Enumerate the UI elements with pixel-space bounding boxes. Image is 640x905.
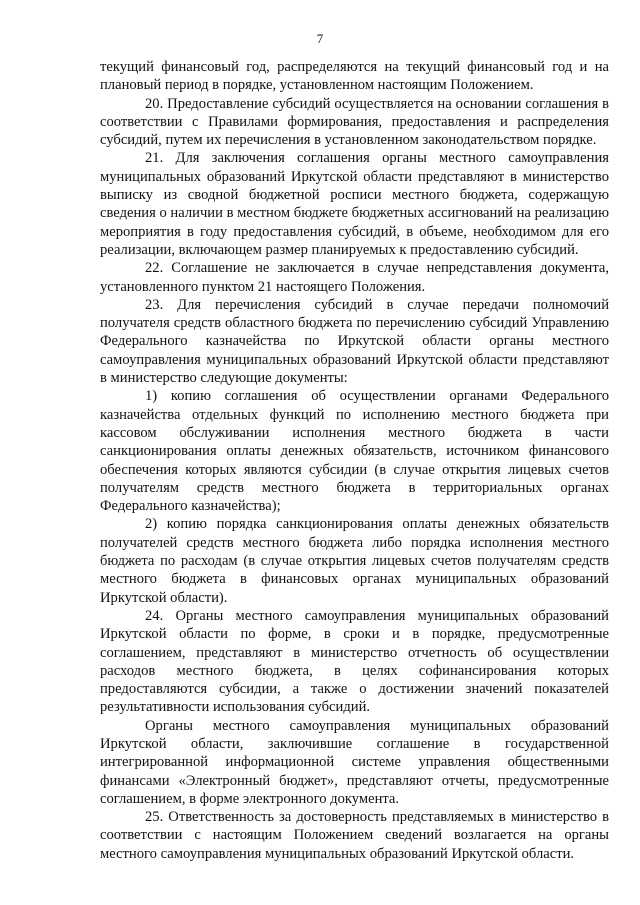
paragraph-item-20: 20. Предоставление субсидий осуществляется на основании соглашения в соответствии с Правилами формирования, предоставления и распределения субсидий, путем их перечисления в установленном законодательством порядке. [100, 95, 609, 149]
paragraph-item-23: 23. Для перечисления субсидий в случае передачи полномочий получателя средств областного бюджета по перечислению субсидий Управлению Федерального казначейства по Иркутской области органы местного самоуправления муниципальных образований Иркутской области представляют в министерство следующие документы: [100, 296, 609, 387]
paragraph-item-24-continuation: Органы местного самоуправления муниципальных образований Иркутской области, заключившие соглашение в государственной интегрированной информационной системе управления общественными финансами «Электронный бюджет», представляют отчеты, предусмотренные соглашением, в форме электронного документа. [100, 717, 609, 807]
paragraph-item-24: 24. Органы местного самоуправления муниципальных образований Иркутской области по форме, в сроки и в порядке, предусмотренные соглашением, представляют в министерство отчетность об осуществлении расходов местного бюджета, в целях софинансирования которых предоставляются субсидии, а также о достижении значений показателей результативности использования субсидий. [100, 607, 609, 716]
document-body [100, 58, 609, 863]
paragraph-subitem-1: 1) копию соглашения об осуществлении органами Федерального казначейства отдельных функций по исполнению местного бюджета при кассовом обслуживании исполнения местного бюджета в части санкционирования оплаты денежных обязательств, источником финансового обеспечения которых являются субсидии (в случае открытия лицевых счетов получателям средств местного бюджета в территориальных органах Федерального казначейства); [100, 388, 609, 515]
paragraph-item-25: 25. Ответственность за достоверность представляемых в министерство в соответствии с настоящим Положением сведений возлагается на органы местного самоуправления муниципальных образований Иркутской области. [100, 809, 609, 862]
paragraph-continuation: текущий финансовый год, распределяются на текущий финансовый год и на плановый период в порядке, установленном настоящим Положением. [100, 59, 609, 94]
paragraph-subitem-2: 2) копию порядка санкционирования оплаты денежных обязательств получателей средств местного бюджета либо порядка исполнения местного бюджета по расходам (в случае открытия лицевых счетов получателям средств местного бюджета в финансовых органах муниципальных образований Иркутской области). [100, 516, 609, 606]
paragraph-item-21: 21. Для заключения соглашения органы местного самоуправления муниципальных образований Иркутской области представляют в министерство выписку из сводной бюджетной росписи местного бюджета, содержащую сведения о наличии в местном бюджете бюджетных ассигнований на реализацию мероприятия в году предоставления субсидий, в объеме, необходимом для его реализации, включающем размер планируемых к предоставлению субсидий. [100, 150, 609, 258]
page-number: 7 [316, 31, 324, 46]
paragraph-item-22: 22. Соглашение не заключается в случае непредставления документа, установленного пунктом 21 настоящего Положения. [100, 260, 609, 295]
